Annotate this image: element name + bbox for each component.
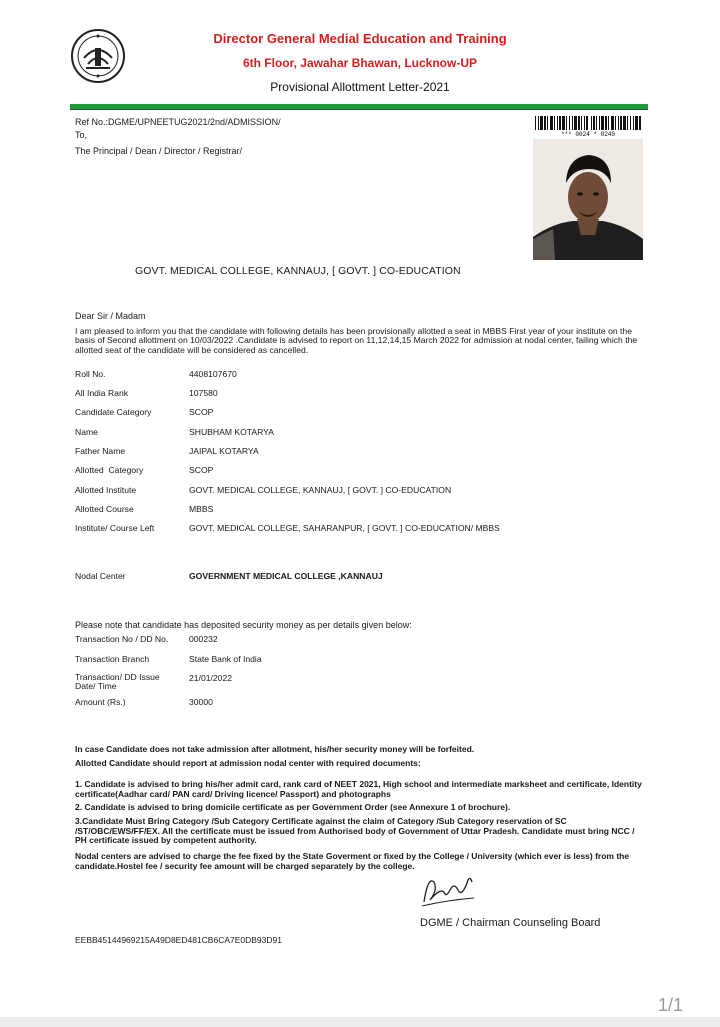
detail-label: All India Rank: [75, 388, 129, 398]
black-divider: [70, 109, 648, 110]
transaction-value: 000232: [189, 634, 218, 644]
transaction-value: 21/01/2022: [189, 673, 233, 683]
forfeit-note: In case Candidate does not take admission after allotment, his/her security money will be forfeited.: [75, 744, 475, 754]
barcode-bar: [620, 116, 622, 130]
barcode-bar: [581, 116, 582, 130]
barcode-bar: [550, 116, 553, 130]
barcode-bar: [578, 116, 580, 130]
barcode-bar: [584, 116, 585, 130]
barcode-bar: [569, 116, 570, 130]
barcode-bar: [596, 116, 597, 130]
barcode-bar: [566, 116, 567, 130]
barcode-bar: [605, 116, 607, 130]
detail-value: GOVT. MEDICAL COLLEGE, SAHARANPUR, [ GOVT. ] CO-EDUCATION/ MBBS: [189, 523, 500, 533]
candidate-photo: [533, 139, 643, 260]
signature: [418, 868, 478, 910]
barcode-bar: [559, 116, 561, 130]
transaction-label: Transaction No / DD No.: [75, 634, 169, 644]
detail-value: GOVT. MEDICAL COLLEGE, KANNAUJ, [ GOVT. ] CO-EDUCATION: [189, 485, 452, 495]
barcode-bar: [544, 116, 546, 130]
detail-value: JAIPAL KOTARYA: [189, 446, 259, 456]
detail-value: 107580: [189, 388, 218, 398]
signatory-title: DGME / Chairman Counseling Board: [420, 917, 601, 929]
barcode-bar: [601, 116, 604, 130]
transaction-label: Transaction Branch: [75, 654, 150, 664]
transaction-label: Amount (Rs.): [75, 697, 126, 707]
detail-label: Candidate Category: [75, 407, 152, 417]
barcode-bar: [547, 116, 548, 130]
barcode-bar: [586, 116, 588, 130]
to-line: To,: [75, 130, 88, 140]
detail-value: 4408107670: [189, 369, 237, 379]
barcode-bar: [591, 116, 592, 130]
barcode-bar: [574, 116, 577, 130]
detail-label: Father Name: [75, 446, 126, 456]
header-address: 6th Floor, Jawahar Bhawan, Lucknow-UP: [242, 56, 478, 70]
detail-value: SCOP: [189, 407, 214, 417]
detail-label: Roll No.: [75, 369, 106, 379]
barcode-bar: [639, 116, 641, 130]
document-hash: EEBB45144969215A49D8ED481CB6CA7E0DB93D91: [75, 935, 282, 945]
barcode-bar: [633, 116, 634, 130]
barcode-bar: [615, 116, 616, 130]
detail-label: Allotted Institute: [75, 485, 137, 495]
barcode-bar: [535, 116, 536, 130]
barcode-bar: [608, 116, 609, 130]
transaction-label: Transaction/ DD Issue Date/ Time: [75, 672, 160, 692]
barcode-text: *** 0024 * 0240: [560, 131, 616, 137]
barcode-bar: [572, 116, 573, 130]
header-title: Director General Medial Education and Training: [213, 31, 507, 46]
ref-no: Ref No.:DGME/UPNEETUG2021/2nd/ADMISSION/: [75, 117, 281, 127]
institute-heading: GOVT. MEDICAL COLLEGE, KANNAUJ, [ GOVT. ] CO-EDUCATION: [135, 265, 461, 277]
addressee: The Principal / Dean / Director / Registrar/: [75, 146, 243, 156]
barcode-bar: [557, 116, 558, 130]
instruction-item: 2. Candidate is advised to bring domicile certificate as per Government Order (see Annexure 1 of brochure).: [75, 802, 511, 812]
barcode-bar: [599, 116, 600, 130]
instruction-item: Nodal centers are advised to charge the fee fixed by the State Goverment or fixed by the College / University (which ever is less) from the candidate.Hostel fee / security fee amount will be charged separately by the college.: [75, 851, 630, 871]
instruction-item: 1. Candidate is advised to bring his/her admit card, rank card of NEET 2021, High school and intermediate marksheet and certificate, Identity certificate(Aadhar card/ PAN card/ Driving licence/ Passport) and photographs: [75, 779, 642, 799]
barcode-bar: [538, 116, 539, 130]
detail-label: Name: [75, 427, 98, 437]
detail-label: Institute/ Course Left: [75, 523, 155, 533]
instruction-item: 3.Candidate Must Bring Category /Sub Category Certificate against the claim of Category /Sub Category reservation of SC /ST/OBC/EWS/FF/EX. All the certificate must be issued from Authorised body of Government of Uttar Pradesh. Candidate must bring NCC / PH certificate issued by competent authority.: [75, 816, 635, 846]
nodal-center-value: GOVERNMENT MEDICAL COLLEGE ,KANNAUJ: [189, 571, 383, 581]
barcode-bar: [611, 116, 614, 130]
transaction-value: 30000: [189, 697, 213, 707]
detail-value: SHUBHAM KOTARYA: [189, 427, 274, 437]
detail-value: SCOP: [189, 465, 214, 475]
letter-type: Provisional Allottment Letter-2021: [270, 80, 450, 94]
barcode-bar: [635, 116, 638, 130]
barcode-bar: [627, 116, 628, 130]
barcode-bar: [540, 116, 543, 130]
detail-label: Allotted Category: [75, 465, 144, 475]
detail-value: MBBS: [189, 504, 214, 514]
nodal-center-label: Nodal Center: [75, 571, 126, 581]
barcode-bar: [562, 116, 565, 130]
transaction-value: State Bank of India: [189, 654, 262, 664]
page-indicator: 1/1: [658, 995, 684, 1015]
security-note: Please note that candidate has deposited security money as per details given below:: [75, 620, 412, 630]
intro-paragraph: I am pleased to inform you that the candidate with following details has been provisionally allotted a seat in MBBS First year of your institute on the basis of Second allottment on 10/03/2022 .Candidate is advised to report on 11,12,14,15 March 2022 for admission at nodal center, failing which the allotted seat of the candidate will be considered as cancelled.: [75, 326, 638, 355]
barcode-bar: [618, 116, 619, 130]
detail-label: Allotted Course: [75, 504, 134, 514]
salutation: Dear Sir / Madam: [75, 311, 146, 321]
barcode-bar: [630, 116, 631, 130]
barcode: [533, 115, 643, 137]
viewer-footer-bar: [0, 1017, 720, 1027]
barcode-bar: [554, 116, 555, 130]
barcode-bar: [593, 116, 595, 130]
report-note: Allotted Candidate should report at admission nodal center with required documents:: [75, 758, 421, 768]
barcode-bar: [623, 116, 626, 130]
